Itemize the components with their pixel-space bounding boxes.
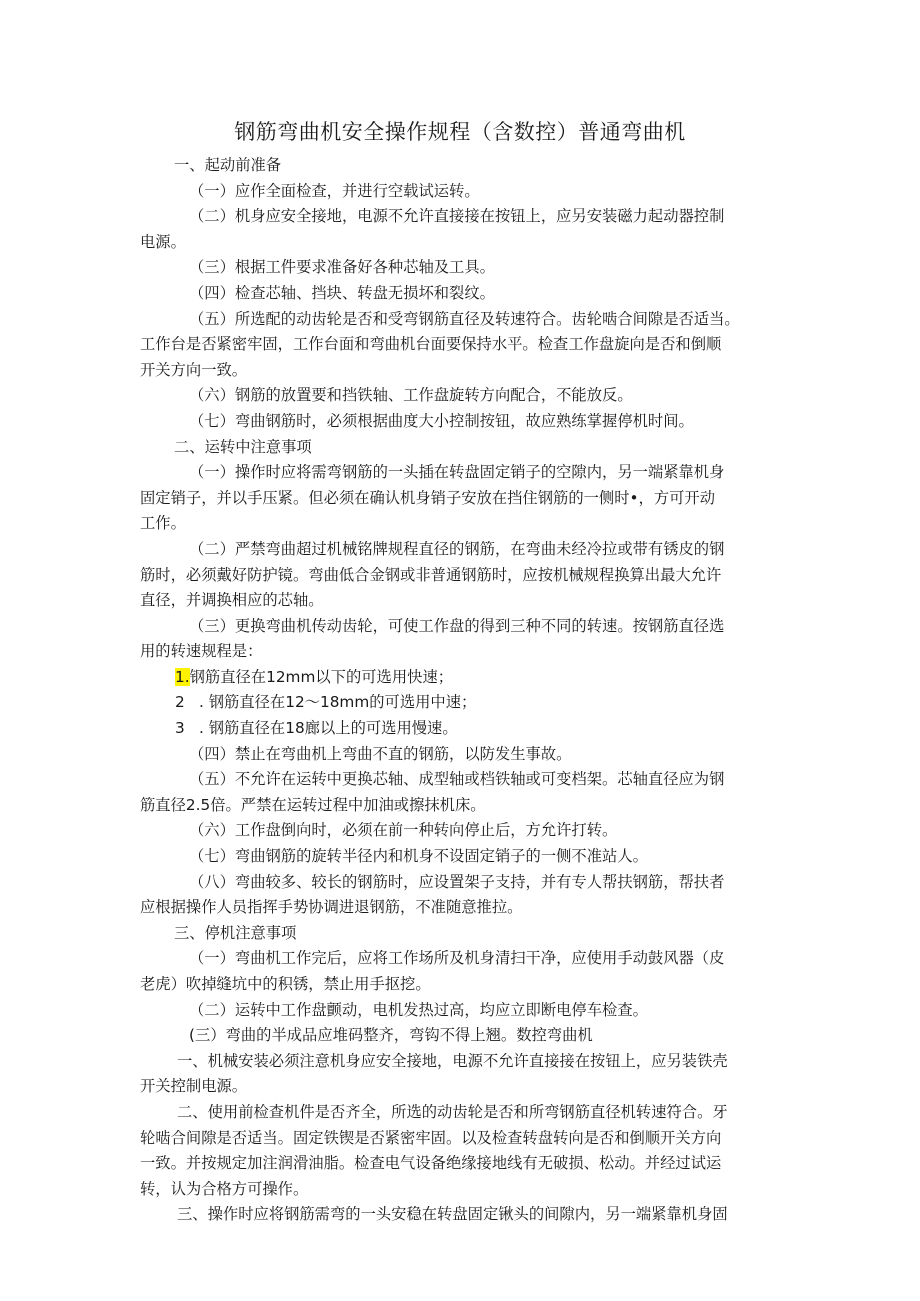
text-line: [140, 844, 790, 870]
text-line: [140, 614, 790, 640]
text-line: [140, 153, 790, 179]
line-text: 二、使用前检查机件是否齐全，所选的动齿轮是否和所弯钢筋直径机转速符合。牙: [177, 1102, 728, 1121]
line-text: . 钢筋直径在18廊以上的可选用慢速。: [199, 719, 458, 738]
text-line: [140, 716, 790, 742]
line-text: (三）弯曲的半成品应堆码整齐，弯钩不得上翘。数控弯曲机: [189, 1026, 593, 1045]
line-text: （一）应作全面检查，并进行空载试运转。: [189, 181, 480, 200]
text-line: [140, 1023, 790, 1049]
text-line: [140, 358, 790, 384]
text-line: [140, 204, 790, 230]
text-line: [140, 332, 790, 358]
text-line: [140, 435, 790, 461]
line-text: （五）所选配的动齿轮是否和受弯钢筋直径及转速符合。齿轮啮合间隙是否适当。: [189, 309, 740, 328]
line-text: 开关控制电源。: [140, 1077, 248, 1096]
text-line: [140, 895, 790, 921]
line-text: 直径，并调换相应的芯轴。: [140, 591, 324, 610]
text-line: [140, 1126, 790, 1152]
line-text: （二）机身应安全接地，电源不允许直接接在按钮上，应另安装磁力起动器控制: [189, 207, 725, 226]
line-text: （六）工作盘倒向时，必须在前一种转向停止后，方允许打转。: [189, 821, 618, 840]
line-text: （三）根据工件要求准备好各种芯轴及工具。: [189, 258, 495, 277]
line-text: 筋时，必须戴好防护镜。弯曲低合金钢或非普通钢筋时，应按机械规程换算出最大允许: [140, 565, 722, 584]
text-line: [140, 307, 790, 333]
line-text: （二）运转中工作盘颤动，电机发热过高，均应立即断电停车检查。: [189, 1000, 648, 1019]
text-line: [140, 179, 790, 205]
text-line: [140, 1100, 790, 1126]
line-text: 一、起动前准备: [174, 156, 282, 174]
line-text: 一致。并按规定加注润滑油脂。检查电气设备绝缘接地线有无破损、松动。并经过试运: [140, 1154, 722, 1173]
text-line: [140, 690, 790, 716]
text-line: [140, 1074, 790, 1100]
line-text: 开关方向一致。: [140, 360, 248, 379]
line-text: 工作。: [140, 514, 186, 533]
line-text: （四）检查芯轴、挡块、转盘无损坏和裂纹。: [189, 283, 495, 302]
line-text: 筋直径2.5倍。严禁在运转过程中加油或擦抹机床。: [140, 795, 486, 814]
line-text: （八）弯曲较多、较长的钢筋时，应设置架子支持，并有专人帮扶钢筋，帮扶者: [189, 872, 725, 891]
text-line: [140, 1151, 790, 1177]
line-text: 二、运转中注意事项: [174, 437, 312, 456]
line-text: （七）弯曲钢筋时，必须根据曲度大小控制按钮，故应熟练掌握停机时间。: [189, 411, 694, 430]
line-text: 钢筋直径在12mm以下的可选用快速；: [189, 667, 454, 686]
line-text: （四）禁止在弯曲机上弯曲不直的钢筋，以防发生事故。: [189, 744, 572, 763]
line-text: （三）更换弯曲机传动齿轮，可使工作盘的得到三种不同的转速。按钢筋直径选: [189, 616, 725, 635]
line-text: 转，认为合格方可操作。: [140, 1179, 309, 1198]
text-line: [140, 946, 790, 972]
text-line: [140, 409, 790, 435]
line-text: 用的转速规程是：: [140, 642, 263, 661]
text-line: [140, 230, 790, 256]
text-line: [140, 818, 790, 844]
text-line: [140, 793, 790, 819]
line-text: 一、机械安装必须注意机身应安全接地，电源不允许直接接在按钮上，应另装铁壳: [177, 1051, 728, 1070]
line-text: （一）弯曲机工作完后，应将工作场所及机身清扫干净，应使用手动鼓风器（皮: [189, 949, 725, 968]
line-text: . 钢筋直径在12〜18mm的可选用中速；: [199, 693, 477, 712]
list-number: 2: [175, 693, 185, 712]
line-text: 三、停机注意事项: [174, 923, 297, 942]
text-line: [140, 870, 790, 896]
line-text: （一）操作时应将需弯钢筋的一头插在转盘固定销子的空隙内，另一端紧靠机身: [189, 463, 725, 482]
text-line: [140, 972, 790, 998]
line-text: 固定销子，并以手压紧。但必须在确认机身销子安放在挡住钢筋的一侧时•，方可开动: [140, 488, 716, 507]
text-line: [140, 639, 790, 665]
line-text: 老虎）吹掉缝坑中的积锈，禁止用手抠挖。: [140, 975, 431, 993]
text-line: [140, 665, 790, 691]
line-text: （五）不允许在运转中更换芯轴、成型轴或档铁轴或可变档架。芯轴直径应为钢: [189, 770, 725, 789]
line-text: 三、操作时应将钢筋需弯的一头安稳在转盘固定锹头的间隙内，另一端紧靠机身固: [177, 1205, 728, 1224]
text-line: [140, 742, 790, 768]
text-line: [140, 486, 790, 512]
text-line: [140, 383, 790, 409]
line-text: 电源。: [140, 232, 186, 251]
text-line: [140, 1177, 790, 1203]
line-text: （七）弯曲钢筋的旋转半径内和机身不设固定销子的一侧不准站人。: [189, 847, 648, 866]
text-line: [140, 563, 790, 589]
text-line: [140, 460, 790, 486]
text-line: [140, 1202, 790, 1228]
list-number: 3: [175, 719, 185, 738]
text-line: [140, 511, 790, 537]
line-text: 轮啮合间隙是否适当。固定铁锲是否紧密牢固。以及检查转盘转向是否和倒顺开关方向: [140, 1128, 722, 1147]
text-line: [140, 537, 790, 563]
text-line: [140, 1049, 790, 1075]
page-title: 钢筋弯曲机安全操作规程（含数控）普通弯曲机: [234, 120, 686, 144]
text-line: [140, 588, 790, 614]
line-text: （六）钢筋的放置要和挡铁轴、工作盘旋转方向配合，不能放反。: [189, 386, 633, 405]
text-line: [140, 767, 790, 793]
line-text: （二）严禁弯曲超过机械铭牌规程直径的钢筋，在弯曲未经冷拉或带有锈皮的钢: [189, 539, 725, 558]
document-body: [140, 153, 790, 1228]
line-text: 应根据操作人员指挥手势协调进退钢筋，不准随意推拉。: [140, 898, 523, 917]
line-text: 工作台是否紧密牢固，工作台面和弯曲机台面要保持水平。检查工作盘旋向是否和倒顺: [140, 335, 722, 354]
highlighted-list-marker: 1.: [175, 667, 190, 686]
text-line: [140, 998, 790, 1024]
text-line: [140, 255, 790, 281]
text-line: [140, 921, 790, 947]
text-line: [140, 281, 790, 307]
